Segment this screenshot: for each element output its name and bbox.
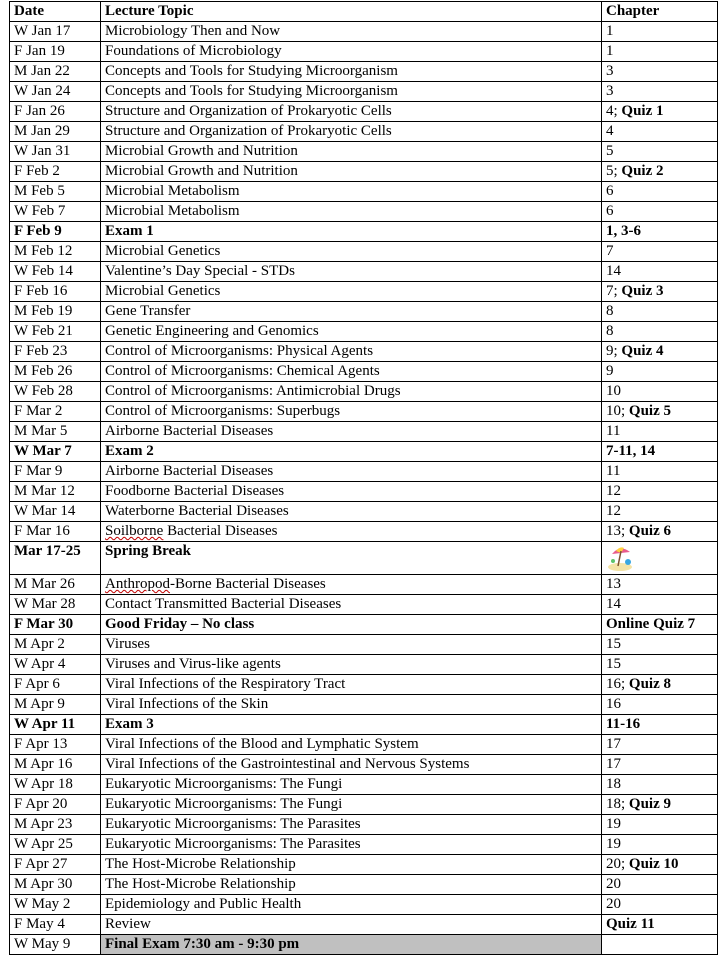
table-row <box>10 22 718 42</box>
quiz-label: Quiz 8 <box>628 676 672 692</box>
chapter-cell <box>602 815 718 835</box>
quiz-label: Quiz 5 <box>628 403 672 419</box>
table-row <box>10 222 718 242</box>
chapter-cell <box>602 382 718 402</box>
table-row <box>10 522 718 542</box>
table-row <box>10 462 718 482</box>
chapter-cell <box>602 342 718 362</box>
quiz-label: Quiz 9 <box>628 796 672 812</box>
quiz-label: Quiz 4 <box>621 343 664 359</box>
chapter-cell <box>602 162 718 182</box>
date-cell: F Mar 16 <box>10 522 101 542</box>
chapter-cell <box>602 655 718 675</box>
topic-text: Foodborne Bacterial Diseases <box>105 483 285 499</box>
chapter-column-header: Chapter <box>602 2 718 22</box>
chapter-cell <box>602 402 718 422</box>
lecture-topic-cell <box>101 462 602 482</box>
topic-text: Eukaryotic Microorganisms: The Fungi <box>105 776 343 792</box>
spellcheck-flagged-word: Anthropod <box>105 576 170 592</box>
chapter-cell <box>602 82 718 102</box>
table-row <box>10 422 718 442</box>
table-row <box>10 635 718 655</box>
chapter-cell <box>602 482 718 502</box>
date-cell: W Apr 4 <box>10 655 101 675</box>
table-row <box>10 735 718 755</box>
lecture-topic-cell <box>101 322 602 342</box>
date-cell: F Feb 9 <box>10 222 101 242</box>
date-cell: M Apr 9 <box>10 695 101 715</box>
topic-text: Viral Infections of the Blood and Lymphatic System <box>105 736 419 752</box>
date-cell: F Jan 19 <box>10 42 101 62</box>
lecture-topic-cell <box>101 635 602 655</box>
chapter-cell <box>602 675 718 695</box>
table-row <box>10 122 718 142</box>
topic-text: Viral Infections of the Skin <box>105 696 269 712</box>
topic-text: Valentine’s Day Special - STDs <box>105 263 295 279</box>
table-row <box>10 875 718 895</box>
table-row <box>10 242 718 262</box>
date-cell: F Apr 13 <box>10 735 101 755</box>
quiz-label: Quiz 1 <box>621 103 664 119</box>
chapter-text: 11 <box>606 423 621 439</box>
date-cell: M Feb 26 <box>10 362 101 382</box>
chapter-text: 20 <box>606 896 621 912</box>
table-row <box>10 102 718 122</box>
chapter-cell <box>602 282 718 302</box>
chapter-text: 1 <box>606 23 614 39</box>
table-row <box>10 675 718 695</box>
date-cell: M Apr 2 <box>10 635 101 655</box>
table-row <box>10 595 718 615</box>
topic-text: Good Friday – No class <box>105 616 255 632</box>
chapter-cell <box>602 202 718 222</box>
table-row <box>10 775 718 795</box>
chapter-cell <box>602 835 718 855</box>
lecture-topic-cell <box>101 615 602 635</box>
topic-text: Microbiology Then and Now <box>105 23 281 39</box>
date-cell: W Mar 28 <box>10 595 101 615</box>
topic-text: Exam 2 <box>105 443 154 459</box>
table-row <box>10 482 718 502</box>
lecture-topic-cell <box>101 82 602 102</box>
lecture-topic-cell <box>101 795 602 815</box>
topic-text: Contact Transmitted Bacterial Diseases <box>105 596 342 612</box>
table-row <box>10 302 718 322</box>
lecture-topic-cell <box>101 142 602 162</box>
chapter-text: 7-11, 14 <box>606 443 656 459</box>
date-cell: F Mar 9 <box>10 462 101 482</box>
table-row <box>10 362 718 382</box>
chapter-cell <box>602 122 718 142</box>
chapter-text: 16 <box>606 696 621 712</box>
date-cell: F Feb 16 <box>10 282 101 302</box>
topic-text: Foundations of Microbiology <box>105 43 282 59</box>
date-cell: W May 2 <box>10 895 101 915</box>
chapter-cell <box>602 422 718 442</box>
table-row <box>10 182 718 202</box>
date-cell: W Apr 25 <box>10 835 101 855</box>
date-cell: Mar 17-25 <box>10 542 101 575</box>
lecture-topic-cell <box>101 502 602 522</box>
chapter-text: 19 <box>606 836 621 852</box>
chapter-text: 19 <box>606 816 621 832</box>
lecture-topic-cell <box>101 222 602 242</box>
topic-text: Viruses and Virus-like agents <box>105 656 281 672</box>
lecture-topic-cell <box>101 935 602 955</box>
chapter-cell <box>602 755 718 775</box>
lecture-topic-cell <box>101 655 602 675</box>
lecture-topic-cell <box>101 422 602 442</box>
chapter-text: 13; <box>606 523 629 539</box>
topic-text: Review <box>105 916 151 932</box>
topic-text: Eukaryotic Microorganisms: The Fungi <box>105 796 343 812</box>
topic-text: Final Exam 7:30 am - 9:30 pm <box>105 936 300 952</box>
chapter-text: 20 <box>606 876 621 892</box>
topic-text: Microbial Growth and Nutrition <box>105 143 298 159</box>
lecture-topic-cell <box>101 775 602 795</box>
topic-text: Microbial Genetics <box>105 283 221 299</box>
lecture-topic-cell <box>101 42 602 62</box>
quiz-label: Quiz 11 <box>606 916 655 932</box>
chapter-text: 16; <box>606 676 629 692</box>
lecture-topic-cell <box>101 542 602 575</box>
chapter-text: 1 <box>606 43 614 59</box>
chapter-text: 1, 3-6 <box>606 223 641 239</box>
chapter-text: 15 <box>606 636 621 652</box>
chapter-text: 6 <box>606 183 614 199</box>
topic-text: Genetic Engineering and Genomics <box>105 323 319 339</box>
lecture-topic-cell <box>101 482 602 502</box>
topic-text: Concepts and Tools for Studying Microorganism <box>105 63 398 79</box>
table-row <box>10 442 718 462</box>
chapter-cell <box>602 302 718 322</box>
date-cell: W Mar 14 <box>10 502 101 522</box>
topic-text: Eukaryotic Microorganisms: The Parasites <box>105 836 361 852</box>
lecture-topic-cell <box>101 122 602 142</box>
chapter-cell <box>602 915 718 935</box>
topic-text: Control of Microorganisms: Superbugs <box>105 403 341 419</box>
date-cell: M Jan 29 <box>10 122 101 142</box>
chapter-cell <box>602 102 718 122</box>
header-row <box>10 2 718 22</box>
topic-text: Exam 1 <box>105 223 154 239</box>
date-cell: F Mar 2 <box>10 402 101 422</box>
topic-text: Microbial Genetics <box>105 243 221 259</box>
topic-text: Viral Infections of the Respiratory Tract <box>105 676 346 692</box>
chapter-text: 18; <box>606 796 629 812</box>
table-row <box>10 895 718 915</box>
quiz-label: Quiz 10 <box>628 856 679 872</box>
date-cell: W Apr 18 <box>10 775 101 795</box>
lecture-topic-cell <box>101 575 602 595</box>
date-cell: W May 9 <box>10 935 101 955</box>
date-cell: W Jan 17 <box>10 22 101 42</box>
table-row <box>10 915 718 935</box>
chapter-cell <box>602 935 718 955</box>
chapter-cell <box>602 542 718 575</box>
date-cell: M Apr 23 <box>10 815 101 835</box>
topic-text: Epidemiology and Public Health <box>105 896 302 912</box>
table-row <box>10 795 718 815</box>
table-row <box>10 542 718 575</box>
lecture-topic-cell <box>101 815 602 835</box>
date-cell: F Feb 23 <box>10 342 101 362</box>
date-cell: W Apr 11 <box>10 715 101 735</box>
date-cell: M Mar 26 <box>10 575 101 595</box>
lecture-topic-cell <box>101 342 602 362</box>
chapter-text: 9 <box>606 363 614 379</box>
topic-text: Eukaryotic Microorganisms: The Parasites <box>105 816 361 832</box>
topic-text: Control of Microorganisms: Physical Agents <box>105 343 374 359</box>
chapter-cell <box>602 575 718 595</box>
lecture-topic-cell <box>101 695 602 715</box>
chapter-cell <box>602 775 718 795</box>
chapter-cell <box>602 695 718 715</box>
lecture-topic-cell <box>101 262 602 282</box>
topic-text: The Host-Microbe Relationship <box>105 876 296 892</box>
chapter-text: 8 <box>606 303 614 319</box>
quiz-label: Quiz 3 <box>621 283 664 299</box>
date-cell: F Apr 27 <box>10 855 101 875</box>
date-cell: W Jan 31 <box>10 142 101 162</box>
date-cell: M Jan 22 <box>10 62 101 82</box>
lecture-topic-cell <box>101 162 602 182</box>
table-row <box>10 835 718 855</box>
quiz-label: Quiz 2 <box>621 163 664 179</box>
chapter-cell <box>602 362 718 382</box>
lecture-topic-cell <box>101 915 602 935</box>
chapter-cell <box>602 795 718 815</box>
chapter-text: 20; <box>606 856 629 872</box>
chapter-text: 5; <box>606 163 622 179</box>
topic-text: Spring Break <box>105 543 191 559</box>
chapter-text: 7; <box>606 283 622 299</box>
lecture-topic-cell <box>101 595 602 615</box>
date-cell: F Apr 20 <box>10 795 101 815</box>
chapter-text: 6 <box>606 203 614 219</box>
date-cell: W Feb 21 <box>10 322 101 342</box>
topic-text: Bacterial Diseases <box>163 523 278 539</box>
date-cell: F Jan 26 <box>10 102 101 122</box>
topic-text: Gene Transfer <box>105 303 191 319</box>
date-cell: F May 4 <box>10 915 101 935</box>
date-cell: W Feb 28 <box>10 382 101 402</box>
lecture-topic-cell <box>101 242 602 262</box>
date-column-header: Date <box>10 2 101 22</box>
topic-text: Microbial Metabolism <box>105 203 240 219</box>
chapter-text: 9; <box>606 343 622 359</box>
topic-text: Microbial Metabolism <box>105 183 240 199</box>
lecture-topic-cell <box>101 182 602 202</box>
chapter-cell <box>602 182 718 202</box>
spellcheck-flagged-word: Soilborne <box>105 523 164 539</box>
topic-text: Control of Microorganisms: Chemical Agents <box>105 363 380 379</box>
lecture-topic-cell <box>101 755 602 775</box>
lecture-topic-cell <box>101 282 602 302</box>
lecture-topic-cell <box>101 522 602 542</box>
date-cell: F Mar 30 <box>10 615 101 635</box>
chapter-cell <box>602 142 718 162</box>
topic-text: Structure and Organization of Prokaryotic Cells <box>105 103 392 119</box>
chapter-cell <box>602 262 718 282</box>
chapter-text: 11-16 <box>606 716 641 732</box>
date-cell: M Feb 5 <box>10 182 101 202</box>
chapter-text: Online Quiz 7 <box>606 616 696 632</box>
date-cell: F Apr 6 <box>10 675 101 695</box>
table-row <box>10 402 718 422</box>
topic-text: Microbial Growth and Nutrition <box>105 163 298 179</box>
table-row <box>10 935 718 955</box>
table-row <box>10 142 718 162</box>
chapter-text: 18 <box>606 776 621 792</box>
lecture-topic-cell <box>101 62 602 82</box>
chapter-cell <box>602 42 718 62</box>
chapter-text: 10; <box>606 403 629 419</box>
chapter-text: 5 <box>606 143 614 159</box>
chapter-cell <box>602 322 718 342</box>
chapter-cell <box>602 715 718 735</box>
table-row <box>10 655 718 675</box>
chapter-text: 13 <box>606 576 621 592</box>
topic-text: Viruses <box>105 636 150 652</box>
date-cell: W Mar 7 <box>10 442 101 462</box>
lecture-topic-cell <box>101 895 602 915</box>
table-row <box>10 695 718 715</box>
schedule-body <box>10 22 718 955</box>
table-row <box>10 342 718 362</box>
topic-text: Structure and Organization of Prokaryotic Cells <box>105 123 392 139</box>
chapter-text: 4 <box>606 123 614 139</box>
table-row <box>10 262 718 282</box>
date-cell: M Feb 12 <box>10 242 101 262</box>
chapter-text: 12 <box>606 483 621 499</box>
chapter-text: 7 <box>606 243 614 259</box>
chapter-text: 17 <box>606 736 621 752</box>
topic-text: Exam 3 <box>105 716 154 732</box>
topic-text: Control of Microorganisms: Antimicrobial Drugs <box>105 383 401 399</box>
chapter-text: 4; <box>606 103 622 119</box>
topic-text: Waterborne Bacterial Diseases <box>105 503 289 519</box>
table-row <box>10 282 718 302</box>
course-schedule-table <box>9 1 718 955</box>
topic-text: Airborne Bacterial Diseases <box>105 463 274 479</box>
table-row <box>10 815 718 835</box>
date-cell: W Feb 14 <box>10 262 101 282</box>
table-row <box>10 62 718 82</box>
date-cell: M Feb 19 <box>10 302 101 322</box>
lecture-topic-cell <box>101 402 602 422</box>
table-row <box>10 82 718 102</box>
chapter-cell <box>602 22 718 42</box>
chapter-cell <box>602 735 718 755</box>
topic-text: Airborne Bacterial Diseases <box>105 423 274 439</box>
lecture-topic-cell <box>101 302 602 322</box>
lecture-topic-cell <box>101 875 602 895</box>
table-row <box>10 855 718 875</box>
date-cell: W Feb 7 <box>10 202 101 222</box>
table-row <box>10 502 718 522</box>
lecture-topic-cell <box>101 442 602 462</box>
lecture-topic-cell <box>101 202 602 222</box>
chapter-cell <box>602 635 718 655</box>
chapter-text: 17 <box>606 756 621 772</box>
table-row <box>10 715 718 735</box>
lecture-topic-cell <box>101 835 602 855</box>
chapter-text: 3 <box>606 63 614 79</box>
chapter-cell <box>602 242 718 262</box>
date-cell: M Apr 16 <box>10 755 101 775</box>
chapter-text: 8 <box>606 323 614 339</box>
beach-icon <box>606 544 636 572</box>
date-cell: W Jan 24 <box>10 82 101 102</box>
chapter-text: 11 <box>606 463 621 479</box>
chapter-cell <box>602 895 718 915</box>
chapter-text: 3 <box>606 83 614 99</box>
chapter-text: 14 <box>606 263 621 279</box>
quiz-label: Quiz 6 <box>628 523 672 539</box>
lecture-topic-cell <box>101 362 602 382</box>
chapter-cell <box>602 875 718 895</box>
chapter-cell <box>602 462 718 482</box>
lecture-topic-cell <box>101 855 602 875</box>
topic-text: -Borne Bacterial Diseases <box>170 576 326 592</box>
chapter-cell <box>602 502 718 522</box>
chapter-cell <box>602 855 718 875</box>
date-cell: M Mar 12 <box>10 482 101 502</box>
chapter-text: 12 <box>606 503 621 519</box>
table-row <box>10 202 718 222</box>
chapter-cell <box>602 62 718 82</box>
lecture-topic-cell <box>101 102 602 122</box>
lecture-topic-column-header: Lecture Topic <box>101 2 602 22</box>
table-row <box>10 615 718 635</box>
date-cell: M Apr 30 <box>10 875 101 895</box>
lecture-topic-cell <box>101 735 602 755</box>
chapter-text: 15 <box>606 656 621 672</box>
chapter-text: 14 <box>606 596 621 612</box>
table-row <box>10 322 718 342</box>
topic-text: The Host-Microbe Relationship <box>105 856 296 872</box>
date-cell: M Mar 5 <box>10 422 101 442</box>
chapter-text: 10 <box>606 383 621 399</box>
chapter-cell <box>602 522 718 542</box>
chapter-cell <box>602 615 718 635</box>
chapter-cell <box>602 442 718 462</box>
topic-text: Concepts and Tools for Studying Microorganism <box>105 83 398 99</box>
topic-text: Viral Infections of the Gastrointestinal and Nervous Systems <box>105 756 470 772</box>
table-row <box>10 382 718 402</box>
chapter-cell <box>602 222 718 242</box>
table-row <box>10 575 718 595</box>
chapter-cell <box>602 595 718 615</box>
lecture-topic-cell <box>101 715 602 735</box>
lecture-topic-cell <box>101 22 602 42</box>
lecture-topic-cell <box>101 675 602 695</box>
table-row <box>10 42 718 62</box>
date-cell: F Feb 2 <box>10 162 101 182</box>
lecture-topic-cell <box>101 382 602 402</box>
table-row <box>10 162 718 182</box>
table-row <box>10 755 718 775</box>
